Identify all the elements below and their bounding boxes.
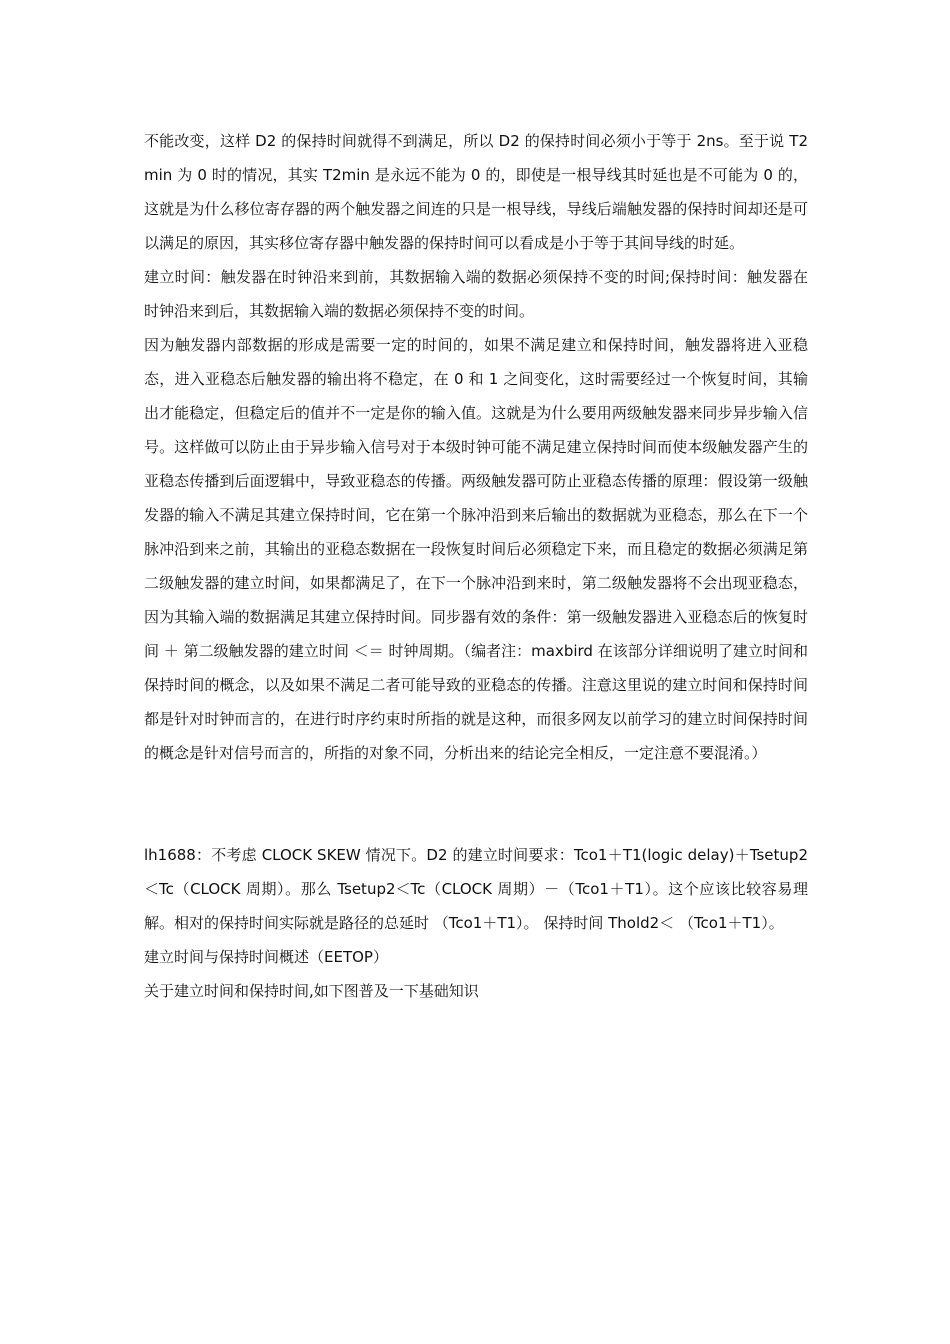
paragraph-shift-register-hold-time: 不能改变，这样 D2 的保持时间就得不到满足，所以 D2 的保持时间必须小于等于 2ns。至于说 T2min 为 0 时的情况，其实 T2min 是永远不能为 0 的，即使是一根导线其时延也是不可能为 0 的，这就是为什么移位寄存器的两个触发器之间连的只是一根导线，导线后端触发器的保持时间却还是可以满足的原因，其实移位寄存器中触发器的保持时间可以看成是小于等于其间导线的时延。: [144, 132, 808, 252]
document-body: [144, 124, 808, 1008]
paragraph-intro-basics: 关于建立时间和保持时间,如下图普及一下基础知识: [144, 982, 479, 1000]
paragraph-setup-hold-definition: 建立时间：触发器在时钟沿来到前，其数据输入端的数据必须保持不变的时间;保持时间：触发器在时钟沿来到后，其数据输入端的数据必须保持不变的时间。: [144, 268, 808, 320]
paragraph-gap: [144, 770, 808, 838]
section-heading-eetop: 建立时间与保持时间概述（EETOP）: [144, 948, 388, 966]
paragraph-lh1688-setup-equation: lh1688：不考虑 CLOCK SKEW 情况下。D2 的建立时间要求：Tco1＋T1(logic delay)＋Tsetup2＜Tc（CLOCK 周期）。那么 Tsetup2＜Tc（CLOCK 周期）－（Tco1＋T1）。这个应该比较容易理解。相对的保持时间实际就是路径的总延时 （Tco1＋T1）。 保持时间 Thold2＜ （Tco1＋T1）。: [144, 846, 808, 932]
paragraph-metastability: 因为触发器内部数据的形成是需要一定的时间的，如果不满足建立和保持时间，触发器将进入亚稳态，进入亚稳态后触发器的输出将不稳定，在 0 和 1 之间变化，这时需要经过一个恢复时间，其输出才能稳定，但稳定后的值并不一定是你的输入值。这就是为什么要用两级触发器来同步异步输入信号。这样做可以防止由于异步输入信号对于本级时钟可能不满足建立保持时间而使本级触发器产生的亚稳态传播到后面逻辑中，导致亚稳态的传播。两级触发器可防止亚稳态传播的原理：假设第一级触发器的输入不满足其建立保持时间，它在第一个脉冲沿到来后输出的数据就为亚稳态，那么在下一个脉冲沿到来之前，其输出的亚稳态数据在一段恢复时间后必须稳定下来，而且稳定的数据必须满足第二级触发器的建立时间，如果都满足了，在下一个脉冲沿到来时，第二级触发器将不会出现亚稳态，因为其输入端的数据满足其建立保持时间。同步器有效的条件：第一级触发器进入亚稳态后的恢复时间 ＋ 第二级触发器的建立时间 ＜＝ 时钟周期。（编者注：maxbird 在该部分详细说明了建立时间和保持时间的概念，以及如果不满足二者可能导致的亚稳态的传播。注意这里说的建立时间和保持时间都是针对时钟而言的，在进行时序约束时所指的就是这种，而很多网友以前学习的建立时间保持时间的概念是针对信号而言的，所指的对象不同，分析出来的结论完全相反，一定注意不要混淆。）: [144, 336, 808, 762]
